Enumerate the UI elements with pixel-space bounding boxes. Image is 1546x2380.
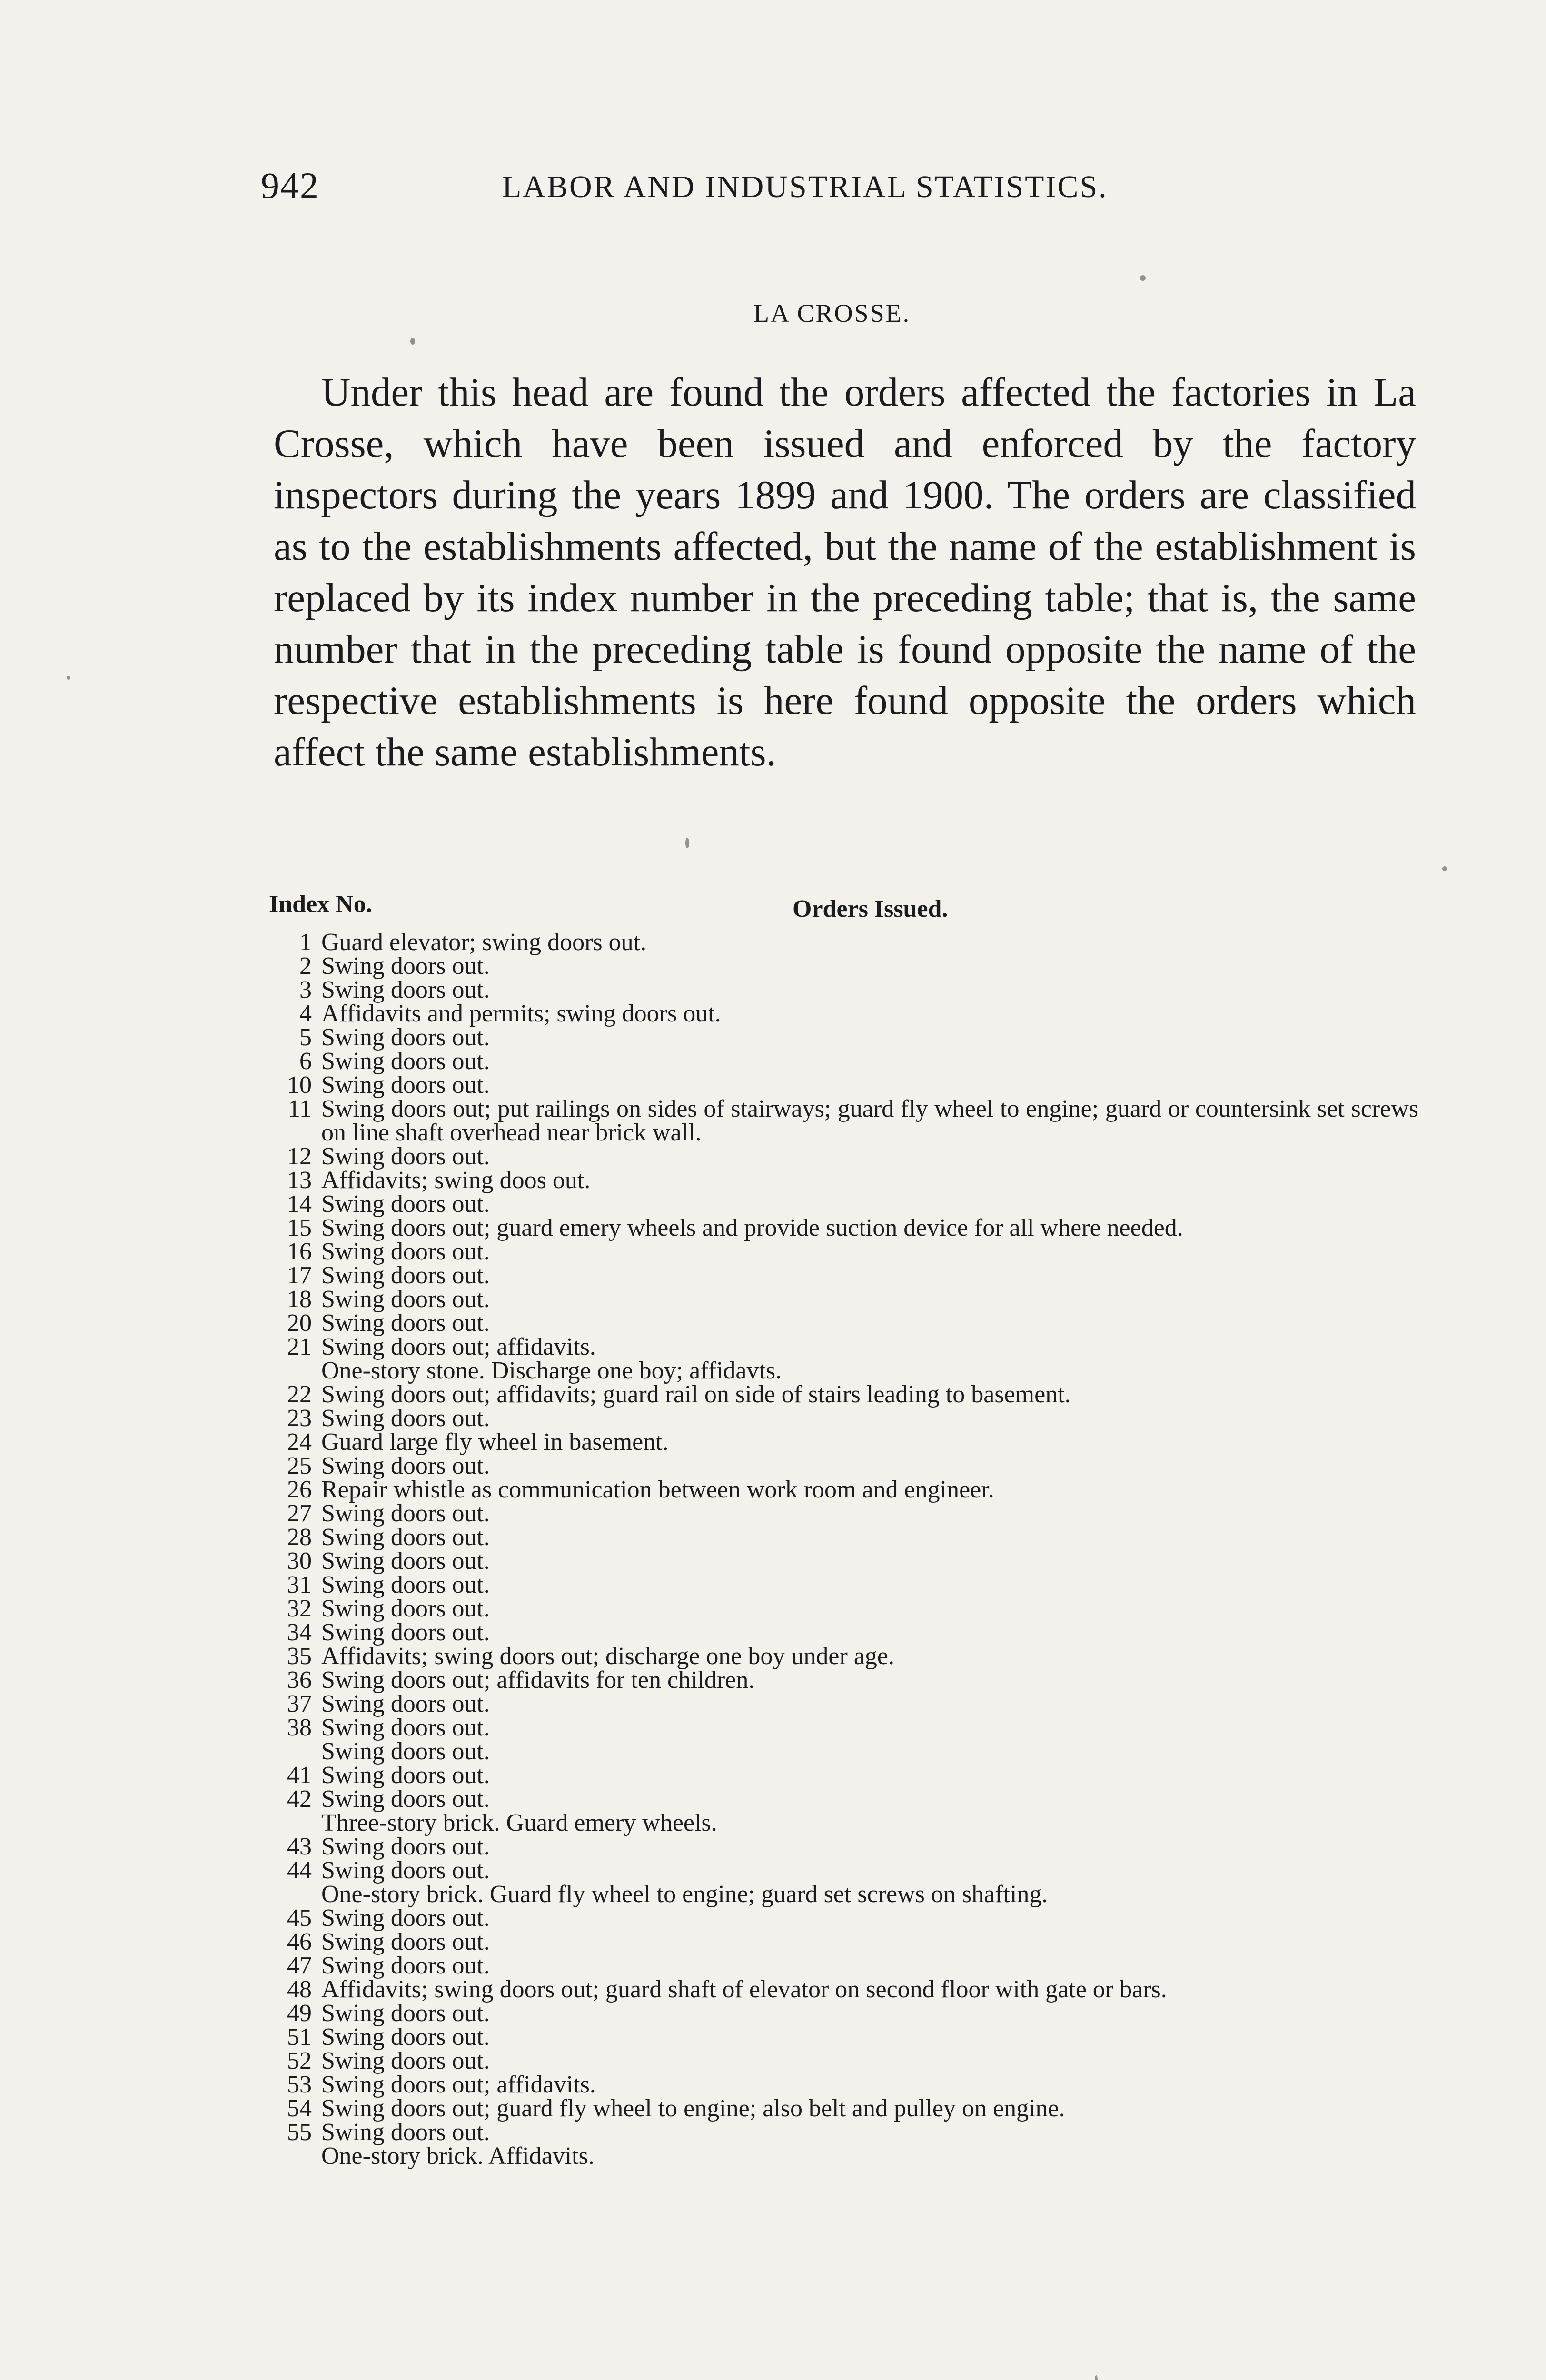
- order-text: Swing doors out; affidavits.: [321, 1333, 596, 1360]
- order-index: 44: [287, 1857, 312, 1884]
- order-row: [267, 1050, 1418, 1073]
- order-index: 23: [287, 1405, 312, 1432]
- order-index: 41: [287, 1762, 312, 1789]
- order-row: [267, 1502, 1418, 1526]
- order-index: 24: [287, 1428, 312, 1456]
- order-index: 6: [299, 1048, 312, 1075]
- order-text: Affidavits; swing doors out; guard shaft of elevator on second floor with gate or bars.: [321, 1976, 1167, 2003]
- order-row: [267, 954, 1418, 978]
- order-index: 16: [287, 1238, 312, 1265]
- order-row: [267, 2121, 1418, 2144]
- order-index: 49: [287, 2000, 312, 2027]
- order-index: 17: [287, 1262, 312, 1289]
- order-text: Swing doors out; guard fly wheel to engine; also belt and pulley on engine.: [321, 2095, 1065, 2122]
- order-index: 26: [287, 1476, 312, 1503]
- order-row: [267, 1668, 1418, 1692]
- order-index: 27: [287, 1500, 312, 1527]
- order-row: [267, 1740, 1418, 1764]
- order-row: [267, 1835, 1418, 1859]
- order-text: Swing doors out.: [321, 2119, 490, 2146]
- order-text: Swing doors out.: [321, 1904, 490, 1932]
- order-text: Swing doors out.: [321, 976, 490, 1003]
- order-text: Swing doors out.: [321, 1857, 490, 1884]
- order-row: [267, 1407, 1418, 1430]
- scan-speck: [1095, 2375, 1098, 2380]
- order-index: 47: [287, 1952, 312, 1979]
- order-row: [267, 1549, 1418, 1573]
- order-row: [267, 1145, 1418, 1169]
- order-text: Three-story brick. Guard emery wheels.: [321, 1809, 717, 1836]
- order-text: Swing doors out.: [321, 1309, 490, 1337]
- scan-speck: [67, 676, 70, 680]
- order-text: Affidavits; swing doors out; discharge one boy under age.: [321, 1643, 894, 1670]
- section-title: LA CROSSE.: [753, 299, 911, 327]
- order-index: 52: [287, 2047, 312, 2074]
- order-text: Affidavits; swing doos out.: [321, 1167, 591, 1194]
- order-row: [267, 1764, 1418, 1787]
- order-row: [267, 1978, 1418, 2002]
- order-index: 2: [299, 952, 312, 980]
- order-index: 53: [287, 2071, 312, 2098]
- order-text: Swing doors out.: [321, 1500, 490, 1527]
- order-row: [267, 2073, 1418, 2097]
- order-index: 15: [287, 1214, 312, 1241]
- order-text: Swing doors out.: [321, 1190, 490, 1218]
- order-index: 12: [287, 1143, 312, 1170]
- order-text: Swing doors out.: [321, 1262, 490, 1289]
- order-text: Swing doors out.: [321, 1071, 490, 1099]
- order-index: [267, 1740, 321, 1764]
- order-row: [267, 1026, 1418, 1050]
- order-row: [267, 1597, 1418, 1621]
- order-index: 32: [287, 1595, 312, 1622]
- order-text: Swing doors out.: [321, 1952, 490, 1979]
- order-text: Swing doors out; affidavits; guard rail on side of stairs leading to basement.: [321, 1381, 1071, 1408]
- order-text: Swing doors out; affidavits for ten children.: [321, 1666, 755, 1694]
- order-text: Swing doors out.: [321, 1286, 490, 1313]
- order-text: Swing doors out.: [321, 1024, 490, 1051]
- order-index: 25: [287, 1452, 312, 1479]
- order-row: [267, 1216, 1418, 1240]
- order-row: [267, 1526, 1418, 1549]
- order-row: [267, 1359, 1418, 1383]
- order-row: [267, 2049, 1418, 2073]
- order-row: [267, 1906, 1418, 1930]
- order-index: 5: [299, 1024, 312, 1051]
- order-text: One-story stone. Discharge one boy; affidavts.: [321, 1357, 782, 1384]
- order-text: Swing doors out; affidavits.: [321, 2071, 596, 2098]
- order-index: 10: [287, 1071, 312, 1099]
- order-row: [267, 1573, 1418, 1597]
- order-index: 54: [287, 2095, 312, 2122]
- order-text: Swing doors out.: [321, 2023, 490, 2051]
- order-index: 14: [287, 1190, 312, 1218]
- order-row: [267, 1859, 1418, 1883]
- order-text: Swing doors out.: [321, 1738, 490, 1765]
- scan-speck: [410, 338, 415, 345]
- order-index: 11: [287, 1095, 312, 1122]
- order-text: Swing doors out.: [321, 1143, 490, 1170]
- order-row: [267, 1192, 1418, 1216]
- order-row: [267, 1097, 1418, 1145]
- column-header-index: Index No.: [269, 891, 372, 918]
- order-row: [267, 1478, 1418, 1502]
- order-index: 3: [299, 976, 312, 1003]
- page-number: 942: [261, 165, 319, 206]
- order-text: Guard large fly wheel in basement.: [321, 1428, 669, 1456]
- order-row: [267, 931, 1418, 954]
- order-index: 55: [287, 2119, 312, 2146]
- order-text: Swing doors out.: [321, 1048, 490, 1075]
- order-row: [267, 1430, 1418, 1454]
- order-text: Swing doors out.: [321, 1714, 490, 1741]
- order-index: [267, 1359, 321, 1383]
- order-index: 22: [287, 1381, 312, 1408]
- order-index: [267, 2144, 321, 2168]
- order-text: Swing doors out.: [321, 1238, 490, 1265]
- order-row: [267, 1002, 1418, 1026]
- order-text: Swing doors out.: [321, 1619, 490, 1646]
- orders-list: [267, 931, 1418, 2168]
- order-index: 18: [287, 1286, 312, 1313]
- order-text: Swing doors out.: [321, 1762, 490, 1789]
- order-index: 46: [287, 1928, 312, 1955]
- order-row: [267, 2025, 1418, 2049]
- order-text: Swing doors out; put railings on sides of stairways; guard fly wheel to engine; guard or countersink set screws on line shaft overhead near brick wall.: [321, 1095, 1418, 1146]
- order-text: Guard elevator; swing doors out.: [321, 929, 647, 956]
- order-text: Swing doors out.: [321, 1571, 490, 1598]
- order-row: [267, 1645, 1418, 1668]
- order-text: Swing doors out.: [321, 1690, 490, 1717]
- order-text: Repair whistle as communication between work room and engineer.: [321, 1476, 994, 1503]
- order-index: [267, 1883, 321, 1906]
- order-row: [267, 1264, 1418, 1288]
- column-header-orders: Orders Issued.: [793, 895, 948, 922]
- order-index: 28: [287, 1524, 312, 1551]
- order-index: 35: [287, 1643, 312, 1670]
- order-text: Swing doors out.: [321, 1452, 490, 1479]
- order-index: 51: [287, 2023, 312, 2051]
- order-row: [267, 1930, 1418, 1954]
- order-row: [267, 1240, 1418, 1264]
- order-text: Swing doors out.: [321, 952, 490, 980]
- order-row: [267, 1621, 1418, 1645]
- order-text: Swing doors out.: [321, 1524, 490, 1551]
- order-row: [267, 1169, 1418, 1192]
- order-row: [267, 1311, 1418, 1335]
- scan-speck: [685, 838, 689, 848]
- order-row: [267, 2097, 1418, 2121]
- order-text: One-story brick. Affidavits.: [321, 2142, 595, 2170]
- order-index: 1: [299, 929, 312, 956]
- order-row: [267, 1335, 1418, 1359]
- order-index: 4: [299, 1000, 312, 1027]
- order-row: [267, 1073, 1418, 1097]
- scan-speck: [1140, 275, 1146, 281]
- order-index: 30: [287, 1547, 312, 1575]
- order-index: 37: [287, 1690, 312, 1717]
- order-index: 31: [287, 1571, 312, 1598]
- order-row: [267, 1787, 1418, 1811]
- order-row: [267, 1383, 1418, 1407]
- intro-paragraph: Under this head are found the orders affected the factories in La Crosse, which have been issued and enforced by the factory inspectors during the years 1899 and 1900. The orders are classified as to the establishments affected, but the name of the establishment is replaced by its index number in the preceding table; that is, the same number that in the preceding table is found opposite the name of the respective establishments is here found opposite the orders which affect the same establishments.: [274, 370, 1416, 774]
- order-text: Swing doors out.: [321, 1405, 490, 1432]
- order-row: [267, 2002, 1418, 2025]
- order-text: Swing doors out; guard emery wheels and provide suction device for all where needed.: [321, 1214, 1183, 1241]
- order-row: [267, 1454, 1418, 1478]
- running-head: LABOR AND INDUSTRIAL STATISTICS.: [502, 169, 1108, 204]
- scan-speck: [1442, 866, 1447, 871]
- order-row: [267, 1883, 1418, 1906]
- order-index: 45: [287, 1904, 312, 1932]
- order-row: [267, 1716, 1418, 1740]
- order-index: 48: [287, 1976, 312, 2003]
- order-index: [267, 1811, 321, 1835]
- order-row: [267, 1811, 1418, 1835]
- order-text: Swing doors out.: [321, 1833, 490, 1860]
- order-text: One-story brick. Guard fly wheel to engine; guard set screws on shafting.: [321, 1881, 1048, 1908]
- order-row: [267, 978, 1418, 1002]
- order-text: Swing doors out.: [321, 2000, 490, 2027]
- order-text: Swing doors out.: [321, 1595, 490, 1622]
- order-index: 34: [287, 1619, 312, 1646]
- order-index: 13: [287, 1167, 312, 1194]
- order-text: Swing doors out.: [321, 1547, 490, 1575]
- order-text: Swing doors out.: [321, 1785, 490, 1813]
- order-index: 36: [287, 1666, 312, 1694]
- order-text: Swing doors out.: [321, 1928, 490, 1955]
- order-index: 43: [287, 1833, 312, 1860]
- order-index: 20: [287, 1309, 312, 1337]
- order-index: 21: [287, 1333, 312, 1360]
- order-index: 42: [287, 1785, 312, 1813]
- order-row: [267, 2144, 1418, 2168]
- order-text: Swing doors out.: [321, 2047, 490, 2074]
- order-index: 38: [287, 1714, 312, 1741]
- order-row: [267, 1692, 1418, 1716]
- order-row: [267, 1954, 1418, 1978]
- order-row: [267, 1288, 1418, 1311]
- order-text: Affidavits and permits; swing doors out.: [321, 1000, 721, 1027]
